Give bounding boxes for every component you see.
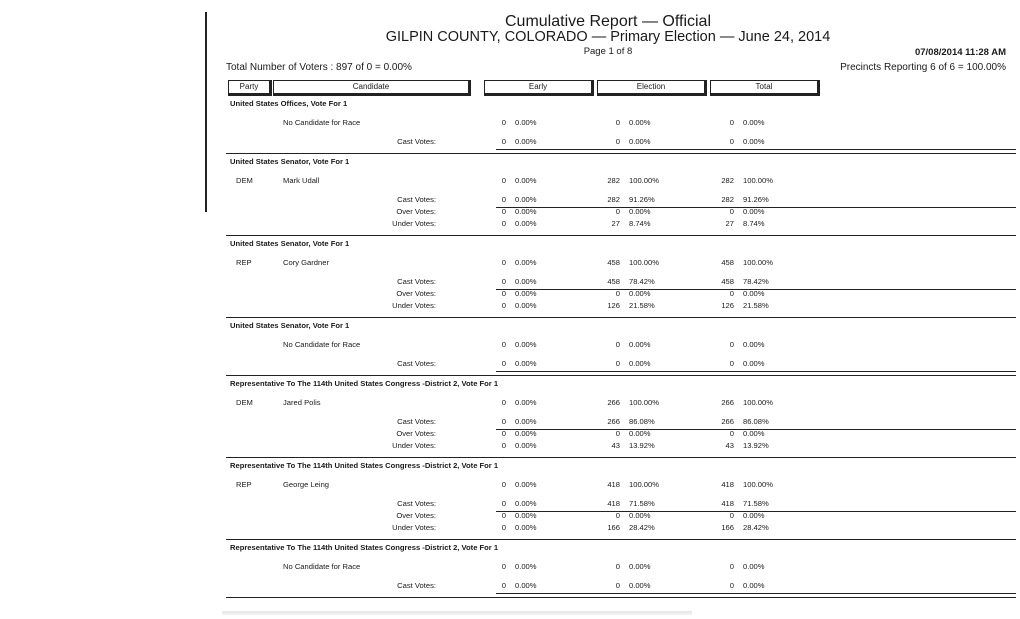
summary-label: Under Votes: <box>392 219 436 228</box>
candidate-name: No Candidate for Race <box>283 340 361 349</box>
early-percent: 0.00% <box>515 219 537 228</box>
candidate-name: Jared Polis <box>283 398 321 407</box>
total-votes: 27 <box>725 219 734 228</box>
election-votes: 458 <box>607 277 620 286</box>
early-votes: 0 <box>501 480 506 489</box>
candidate-name: Mark Udall <box>283 176 320 185</box>
election-percent: 91.26% <box>629 195 655 204</box>
election-percent: 0.00% <box>629 511 651 520</box>
early-percent: 0.00% <box>515 581 537 590</box>
election-percent: 28.42% <box>629 523 655 532</box>
election-votes: 126 <box>607 301 620 310</box>
total-votes: 0 <box>729 581 734 590</box>
total-voters: Total Number of Voters : 897 of 0 = 0.00% <box>226 62 412 73</box>
total-percent: 100.00% <box>743 480 773 489</box>
total-percent: 91.26% <box>743 195 769 204</box>
election-percent: 78.42% <box>629 277 655 286</box>
election-votes: 0 <box>615 137 620 146</box>
early-votes: 0 <box>501 340 506 349</box>
early-percent: 0.00% <box>515 499 537 508</box>
candidate-row <box>226 117 1016 129</box>
election-votes: 0 <box>615 359 620 368</box>
election-percent: 0.00% <box>629 359 651 368</box>
election-votes: 43 <box>611 441 620 450</box>
election-percent: 0.00% <box>629 118 651 127</box>
election-percent: 21.58% <box>629 301 655 310</box>
total-votes: 0 <box>729 137 734 146</box>
early-votes: 0 <box>501 398 506 407</box>
early-percent: 0.00% <box>515 207 537 216</box>
early-percent: 0.00% <box>515 480 537 489</box>
candidate-row <box>226 479 1016 491</box>
election-percent: 0.00% <box>629 562 651 571</box>
summary-row <box>226 428 1016 440</box>
election-votes: 418 <box>607 480 620 489</box>
total-percent: 100.00% <box>743 176 773 185</box>
total-percent: 8.74% <box>743 219 765 228</box>
cast-votes-rule <box>496 149 1016 150</box>
race-divider <box>226 539 1016 540</box>
total-percent: 0.00% <box>743 581 765 590</box>
early-percent: 0.00% <box>515 562 537 571</box>
early-votes: 0 <box>501 499 506 508</box>
early-percent: 0.00% <box>515 289 537 298</box>
election-percent: 100.00% <box>629 258 659 267</box>
summary-label: Cast Votes: <box>397 499 436 508</box>
party-code: REP <box>236 258 252 267</box>
summary-label: Cast Votes: <box>397 277 436 286</box>
early-votes: 0 <box>501 289 506 298</box>
early-percent: 0.00% <box>515 137 537 146</box>
total-percent: 0.00% <box>743 429 765 438</box>
race-title <box>226 378 1016 391</box>
race-divider <box>226 597 1016 598</box>
total-percent: 0.00% <box>743 118 765 127</box>
summary-label: Cast Votes: <box>397 195 436 204</box>
early-votes: 0 <box>501 118 506 127</box>
race-title-text: United States Senator, Vote For 1 <box>230 157 350 166</box>
early-votes: 0 <box>501 562 506 571</box>
early-percent: 0.00% <box>515 359 537 368</box>
election-votes: 27 <box>611 219 620 228</box>
summary-row <box>226 300 1016 312</box>
column-header-early: Early <box>484 80 594 96</box>
summary-row <box>226 136 1016 148</box>
election-percent: 0.00% <box>629 581 651 590</box>
page-number: Page 1 of 8 <box>583 46 633 57</box>
total-votes: 0 <box>729 429 734 438</box>
election-votes: 0 <box>615 340 620 349</box>
total-percent: 0.00% <box>743 562 765 571</box>
summary-row <box>226 218 1016 230</box>
total-percent: 71.58% <box>743 499 769 508</box>
total-votes: 0 <box>729 562 734 571</box>
early-percent: 0.00% <box>515 441 537 450</box>
election-votes: 0 <box>615 289 620 298</box>
party-code: REP <box>236 480 252 489</box>
early-percent: 0.00% <box>515 301 537 310</box>
summary-row <box>226 510 1016 522</box>
race-divider <box>226 375 1016 376</box>
summary-label: Under Votes: <box>392 523 436 532</box>
total-votes: 43 <box>725 441 734 450</box>
race-divider <box>226 153 1016 154</box>
race-title-text: United States Offices, Vote For 1 <box>230 99 348 108</box>
candidate-row <box>226 175 1016 187</box>
summary-row <box>226 206 1016 218</box>
total-votes: 282 <box>721 195 734 204</box>
summary-row <box>226 194 1016 206</box>
summary-label: Under Votes: <box>392 441 436 450</box>
report-subtitle: GILPIN COUNTY, COLORADO — Primary Election — June 24, 2014 <box>385 29 831 45</box>
total-percent: 100.00% <box>743 258 773 267</box>
cast-votes-rule <box>496 593 1016 594</box>
early-votes: 0 <box>501 195 506 204</box>
candidate-row <box>226 397 1016 409</box>
early-votes: 0 <box>501 429 506 438</box>
total-percent: 78.42% <box>743 277 769 286</box>
total-percent: 0.00% <box>743 511 765 520</box>
early-percent: 0.00% <box>515 176 537 185</box>
total-votes: 458 <box>721 277 734 286</box>
total-votes: 0 <box>729 118 734 127</box>
total-votes: 0 <box>729 359 734 368</box>
summary-row <box>226 440 1016 452</box>
total-percent: 86.08% <box>743 417 769 426</box>
summary-row <box>226 416 1016 428</box>
column-header-election: Election <box>597 80 707 96</box>
race-title-text: Representative To The 114th United States Congress -District 2, Vote For 1 <box>230 379 499 388</box>
early-percent: 0.00% <box>515 277 537 286</box>
total-votes: 282 <box>721 176 734 185</box>
election-votes: 266 <box>607 417 620 426</box>
early-votes: 0 <box>501 359 506 368</box>
election-votes: 166 <box>607 523 620 532</box>
summary-label: Cast Votes: <box>397 359 436 368</box>
summary-label: Over Votes: <box>396 289 436 298</box>
early-percent: 0.00% <box>515 511 537 520</box>
total-votes: 0 <box>729 289 734 298</box>
total-percent: 0.00% <box>743 137 765 146</box>
total-percent: 21.58% <box>743 301 769 310</box>
summary-row <box>226 288 1016 300</box>
summary-label: Over Votes: <box>396 511 436 520</box>
early-votes: 0 <box>501 581 506 590</box>
early-votes: 0 <box>501 207 506 216</box>
scan-smudge <box>222 611 692 615</box>
results-table <box>226 96 1016 598</box>
early-votes: 0 <box>501 417 506 426</box>
early-votes: 0 <box>501 258 506 267</box>
election-percent: 0.00% <box>629 289 651 298</box>
candidate-name: George Leing <box>283 480 330 489</box>
total-votes: 266 <box>721 398 734 407</box>
early-votes: 0 <box>501 511 506 520</box>
early-percent: 0.00% <box>515 398 537 407</box>
early-votes: 0 <box>501 176 506 185</box>
election-votes: 0 <box>615 429 620 438</box>
early-votes: 0 <box>501 277 506 286</box>
total-votes: 458 <box>721 258 734 267</box>
early-votes: 0 <box>501 441 506 450</box>
column-header-candidate: Candidate <box>273 80 471 96</box>
cast-votes-rule <box>496 371 1016 372</box>
race-title-text: Representative To The 114th United States Congress -District 2, Vote For 1 <box>230 543 499 552</box>
early-percent: 0.00% <box>515 429 537 438</box>
summary-label: Over Votes: <box>396 207 436 216</box>
race-title <box>226 98 1016 111</box>
party-code: DEM <box>236 398 253 407</box>
race-title-text: United States Senator, Vote For 1 <box>230 321 350 330</box>
early-votes: 0 <box>501 523 506 532</box>
summary-label: Over Votes: <box>396 429 436 438</box>
election-percent: 0.00% <box>629 137 651 146</box>
summary-row <box>226 522 1016 534</box>
early-percent: 0.00% <box>515 417 537 426</box>
election-percent: 0.00% <box>629 340 651 349</box>
summary-label: Cast Votes: <box>397 137 436 146</box>
total-votes: 0 <box>729 207 734 216</box>
election-percent: 8.74% <box>629 219 651 228</box>
total-votes: 418 <box>721 480 734 489</box>
race-divider <box>226 235 1016 236</box>
candidate-row <box>226 257 1016 269</box>
election-votes: 266 <box>607 398 620 407</box>
election-percent: 100.00% <box>629 176 659 185</box>
race-title-text: Representative To The 114th United States Congress -District 2, Vote For 1 <box>230 461 499 470</box>
early-votes: 0 <box>501 301 506 310</box>
early-percent: 0.00% <box>515 340 537 349</box>
candidate-name: No Candidate for Race <box>283 562 361 571</box>
total-percent: 0.00% <box>743 289 765 298</box>
election-votes: 0 <box>615 562 620 571</box>
early-percent: 0.00% <box>515 523 537 532</box>
early-votes: 0 <box>501 219 506 228</box>
candidate-name: No Candidate for Race <box>283 118 361 127</box>
early-percent: 0.00% <box>515 118 537 127</box>
race-divider <box>226 317 1016 318</box>
election-votes: 282 <box>607 176 620 185</box>
race-title <box>226 156 1016 169</box>
early-votes: 0 <box>501 137 506 146</box>
summary-label: Cast Votes: <box>397 417 436 426</box>
election-votes: 282 <box>607 195 620 204</box>
total-votes: 266 <box>721 417 734 426</box>
total-votes: 0 <box>729 511 734 520</box>
race-title <box>226 320 1016 333</box>
election-votes: 458 <box>607 258 620 267</box>
candidate-row <box>226 339 1016 351</box>
election-votes: 0 <box>615 207 620 216</box>
total-votes: 0 <box>729 340 734 349</box>
race-title <box>226 460 1016 473</box>
summary-row <box>226 358 1016 370</box>
election-percent: 0.00% <box>629 429 651 438</box>
election-votes: 0 <box>615 581 620 590</box>
summary-row <box>226 498 1016 510</box>
election-percent: 86.08% <box>629 417 655 426</box>
candidate-row <box>226 561 1016 573</box>
election-votes: 0 <box>615 118 620 127</box>
total-votes: 126 <box>721 301 734 310</box>
total-percent: 0.00% <box>743 359 765 368</box>
party-code: DEM <box>236 176 253 185</box>
total-votes: 166 <box>721 523 734 532</box>
report-datetime: 07/08/2014 11:28 AM <box>914 47 1006 58</box>
summary-row <box>226 580 1016 592</box>
race-divider <box>226 457 1016 458</box>
race-title-text: United States Senator, Vote For 1 <box>230 239 350 248</box>
election-percent: 71.58% <box>629 499 655 508</box>
summary-label: Cast Votes: <box>397 581 436 590</box>
report-title: Cumulative Report — Official <box>505 13 711 30</box>
election-percent: 13.92% <box>629 441 655 450</box>
candidate-name: Cory Gardner <box>283 258 330 267</box>
total-percent: 0.00% <box>743 340 765 349</box>
race-title <box>226 542 1016 555</box>
total-percent: 28.42% <box>743 523 769 532</box>
race-title <box>226 238 1016 251</box>
total-percent: 100.00% <box>743 398 773 407</box>
summary-row <box>226 276 1016 288</box>
election-percent: 0.00% <box>629 207 651 216</box>
election-votes: 0 <box>615 511 620 520</box>
election-votes: 418 <box>607 499 620 508</box>
total-votes: 418 <box>721 499 734 508</box>
early-percent: 0.00% <box>515 258 537 267</box>
column-header-total: Total <box>710 80 820 96</box>
total-percent: 0.00% <box>743 207 765 216</box>
election-percent: 100.00% <box>629 480 659 489</box>
early-percent: 0.00% <box>515 195 537 204</box>
summary-label: Under Votes: <box>392 301 436 310</box>
precincts-reporting: Precincts Reporting 6 of 6 = 100.00% <box>840 62 1006 73</box>
column-header-party: Party <box>228 80 272 96</box>
election-percent: 100.00% <box>629 398 659 407</box>
total-percent: 13.92% <box>743 441 769 450</box>
